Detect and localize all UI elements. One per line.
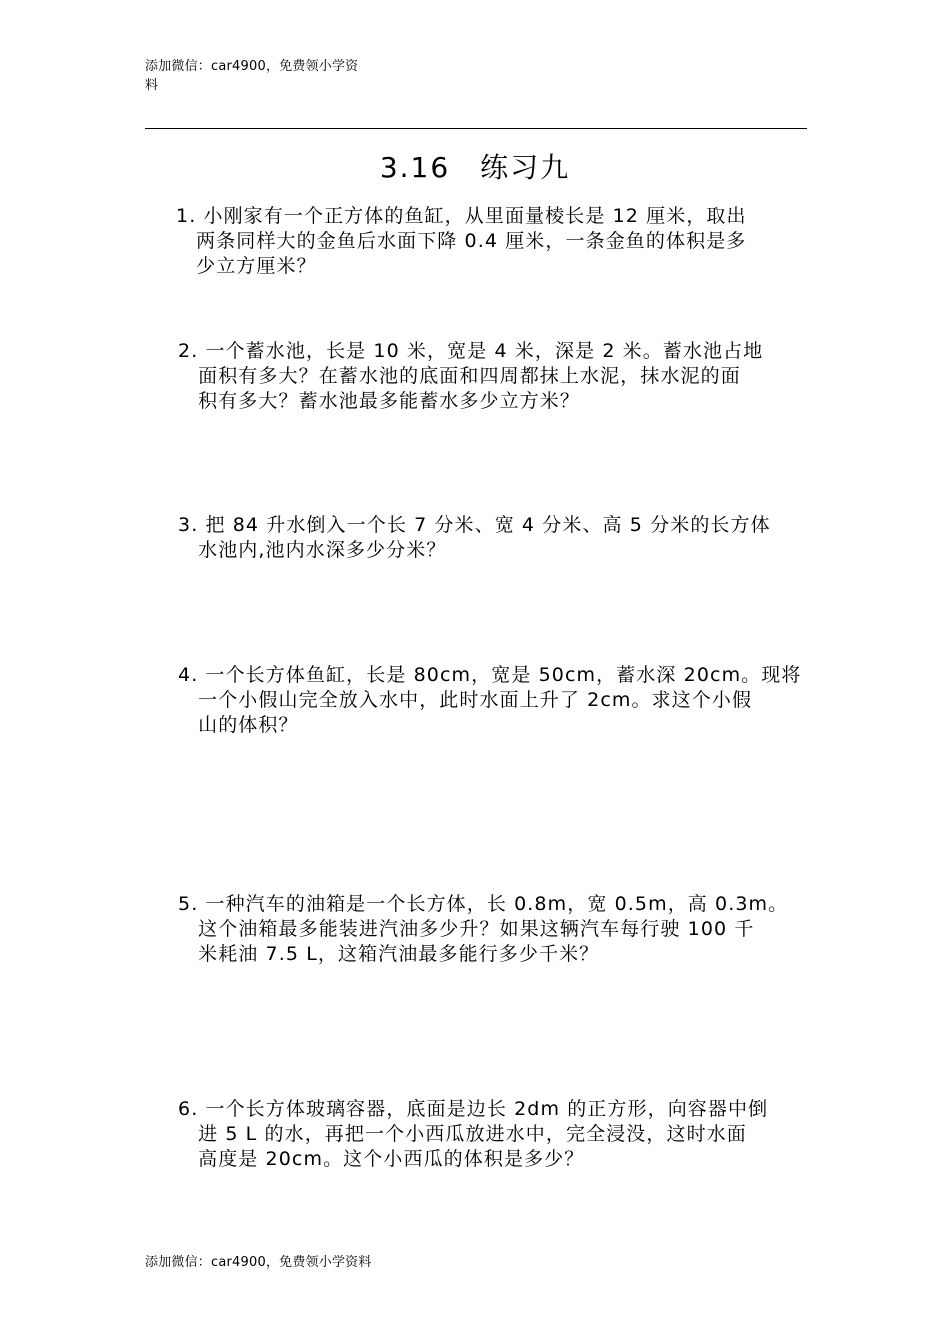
question-4: [178, 663, 801, 738]
question-6-line-1: 6. 一个长方体玻璃容器，底面是边长 2dm 的正方形，向容器中倒: [178, 1098, 769, 1120]
question-1: [176, 204, 747, 279]
question-5-line-2: 这个油箱最多能装进汽油多少升？如果这辆汽车每行驶 100 千: [178, 918, 755, 940]
footer-watermark-note: 添加微信：car4900，免费领小学资料: [145, 1255, 372, 1270]
header-watermark-note: [145, 57, 390, 95]
question-2: [178, 339, 763, 414]
question-3: [178, 513, 771, 563]
question-2-line-3: 积有多大？蓄水池最多能蓄水多少立方米？: [178, 390, 581, 412]
question-4-line-2: 一个小假山完全放入水中，此时水面上升了 2cm。求这个小假: [178, 689, 753, 711]
question-5-line-3: 米耗油 7.5 L，这箱汽油最多能行多少千米？: [178, 943, 600, 965]
question-6-line-2: 进 5 L 的水，再把一个小西瓜放进水中，完全浸没，这时水面: [178, 1123, 747, 1145]
question-1-line-2: 两条同样大的金鱼后水面下降 0.4 厘米，一条金鱼的体积是多: [176, 230, 747, 252]
question-3-line-2: 水池内,池内水深多少分米？: [178, 539, 447, 561]
question-5: [178, 892, 788, 967]
question-2-line-1: 2. 一个蓄水池，长是 10 米，宽是 4 米，深是 2 米。蓄水池占地: [178, 340, 764, 362]
question-5-line-1: 5. 一种汽车的油箱是一个长方体，长 0.8m，宽 0.5m，高 0.3m。: [178, 893, 789, 915]
header-note-line-1: 添加微信：car4900，免费领小学资: [145, 59, 359, 74]
question-2-line-2: 面积有多大？在蓄水池的底面和四周都抹上水泥，抹水泥的面: [178, 365, 741, 387]
header-divider: [145, 128, 807, 129]
question-1-line-3: 少立方厘米？: [176, 255, 317, 277]
page-title: 3.16 练习九: [379, 151, 571, 184]
question-4-line-1: 4. 一个长方体鱼缸，长是 80cm，宽是 50cm，蓄水深 20cm。现将: [178, 664, 802, 686]
question-3-line-1: 3. 把 84 升水倒入一个长 7 分米、宽 4 分米、高 5 分米的长方体: [178, 514, 771, 536]
question-6-line-3: 高度是 20cm。这个小西瓜的体积是多少？: [178, 1148, 585, 1170]
header-note-line-2: 料: [145, 78, 159, 93]
question-1-line-1: 1. 小刚家有一个正方体的鱼缸，从里面量棱长是 12 厘米，取出: [176, 205, 747, 227]
question-4-line-3: 山的体积？: [178, 714, 299, 736]
question-6: [178, 1097, 768, 1172]
